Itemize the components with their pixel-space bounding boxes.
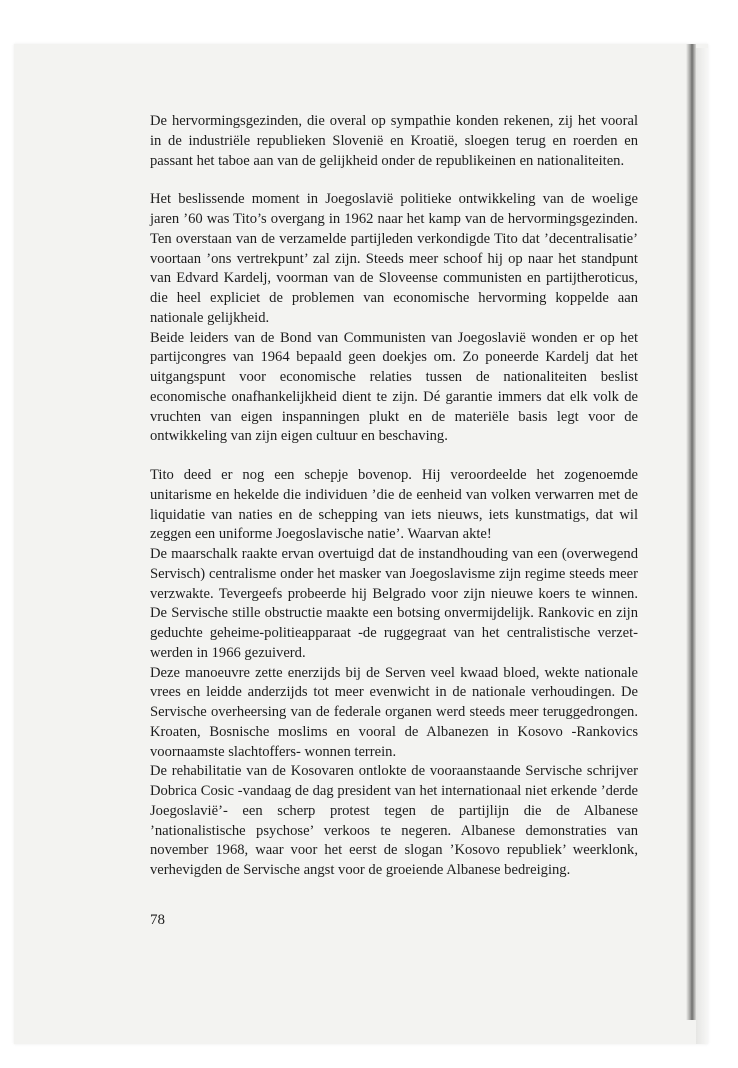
paragraph-6: Deze manoeuvre zette enerzijds bij de Serven veel kwaad bloed, wekte nationale vrees en leidde anderzijds tot meer evenwicht in de nationale verhoudingen. De Servische overheersing van de federale organen werd steeds meer teruggedrongen. Kroaten, Bosnische moslims en vooral de Albanezen in Kosovo -Rankovics voornaamste slachtoffers- wonnen terrein. bbox=[150, 664, 638, 760]
paragraph-spacer bbox=[150, 171, 638, 190]
page-edge bbox=[696, 48, 708, 1044]
paragraph-1: De hervormingsgezinden, die overal op sympathie konden rekenen, zij het vooral in de industriële republieken Slovenië en Kroatië, sloegen terug en roerden en passant het taboe aan van de gelijkheid onder de republikeinen en nationaliteiten. bbox=[150, 113, 638, 169]
paragraph-7: De rehabilitatie van de Kosovaren ontlokte de vooraanstaande Servische schrijver Dobrica Cosic -vandaag de dag president van het internationaal niet erkende ’derde Joegoslavië’- een scherp protest tegen de partijlijn die de Albanese ’nationalistische psychose’ verkoos te negeren. Albanese demonstraties van november 1968, waar voor het eerst de slogan ’Kosovo republiek’ weerklonk, verhevigden de Servische angst voor de groeiende Albanese bedreiging. bbox=[150, 763, 638, 878]
binding-shadow bbox=[686, 44, 696, 1020]
paragraph-4: Tito deed er nog een schepje bovenop. Hij veroordeelde het zogenoemde unitarisme en hekelde die individuen ’die de eenheid van volken verwarren met de liquidatie van naties en de schepping van iets nieuws, iets kunstmatigs, dat wil zeggen een uniforme Joegoslavische natie’. Waarvan akte! bbox=[150, 467, 638, 543]
paragraph-3: Beide leiders van de Bond van Communisten van Joegoslavië wonden er op het partijcongres van 1964 bepaald geen doekjes om. Zo poneerde Kardelj dat het uitgangspunt voor economische relaties tussen de nationaliteiten beslist economische onafhankelijkheid dient te zijn. Dé garantie immers dat elk volk de vruchten van eigen inspanningen plukt en de materiële basis legt voor de ontwikkeling van zijn eigen cultuur en beschaving. bbox=[150, 329, 638, 445]
page-number: 78 bbox=[150, 912, 165, 928]
paragraph-2: Het beslissende moment in Joegoslavië politieke ontwikkeling van de woelige jaren ’60 was Tito’s overgang in 1962 naar het kamp van de hervormingsgezinden. Ten overstaan van de verzamelde partijleden verkondigde Tito dat ’decentralisatie’ voortaan ’ons vertrekpunt’ zal zijn. Steeds meer schoof hij op naar het standpunt van Edvard Kardelj, voorman van de Sloveense communisten en partijtheroticus, die heel expliciet de problemen van economische hervorming koppelde aan nationale gelijkheid. bbox=[150, 191, 638, 326]
body-text bbox=[150, 112, 638, 881]
paragraph-5: De maarschalk raakte ervan overtuigd dat de instandhouding van een (overwegend Servisch) centralisme onder het masker van Joegoslavisme zijn regime steeds meer verzwakte. Tevergeefs probeerde hij Belgrado voor zijn nieuwe koers te winnen. De Servische stille obstructie maakte een botsing onvermijdelijk. Rankovic en zijn geduchte geheime-politieapparaat -de ruggegraat van het centralistische verzet- werden in 1966 gezuiverd. bbox=[150, 546, 638, 661]
paragraph-spacer bbox=[150, 447, 638, 466]
